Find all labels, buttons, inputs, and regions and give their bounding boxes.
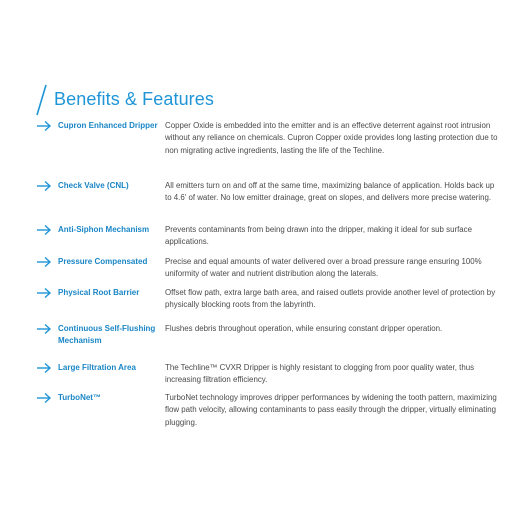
page-title: Benefits & Features — [54, 89, 214, 109]
feature-description: The Techline™ CVXR Dripper is highly resistant to clogging from poor quality water, thus increasing filtration efficiency. — [165, 363, 475, 385]
feature-description: Copper Oxide is embedded into the emitter and is an effective deterrent against root intrusion without any reliance on chemicals. Cupron Copper oxide provides long lasting protection due to non migrating active ingredients, lasting the life of the Techline. — [165, 121, 498, 155]
feature-name: Large Filtration Area — [58, 363, 136, 372]
feature-name: Cupron Enhanced Dripper — [58, 121, 158, 130]
feature-description: Offset flow path, extra large bath area, and raised outlets provide another level of protection by physically blocking roots from the labyrinth. — [165, 288, 496, 310]
arrow-right-icon — [36, 180, 52, 192]
arrow-right-icon — [36, 362, 52, 374]
feature-name: Pressure Compensated — [58, 257, 148, 266]
arrow-right-icon — [36, 392, 52, 404]
slash-accent-icon — [34, 84, 54, 116]
feature-name: Anti-Siphon Mechanism — [58, 225, 150, 234]
feature-description: All emitters turn on and off at the same time, maximizing balance of application. Holds back up to 4.6' of water. No low emitter drainage, great on slopes, and delivers more precise watering. — [165, 181, 495, 203]
arrow-right-icon — [36, 224, 52, 236]
feature-description: Precise and equal amounts of water delivered over a broad pressure range ensuring 100% uniformity of water and nutrient distribution along the laterals. — [165, 257, 482, 279]
feature-name: Check Valve (CNL) — [58, 181, 129, 190]
feature-description: TurboNet technology improves dripper performances by widening the tooth pattern, maximizing flow path velocity, allowing contaminants to pass easily through the dripper, virtually eliminating plugging. — [165, 393, 497, 427]
arrow-right-icon — [36, 287, 52, 299]
arrow-right-icon — [36, 120, 52, 132]
arrow-right-icon — [36, 256, 52, 268]
feature-name: Physical Root Barrier — [58, 288, 140, 297]
feature-description: Prevents contaminants from being drawn into the dripper, making it ideal for sub surface applications. — [165, 225, 473, 247]
arrow-right-icon — [36, 323, 52, 335]
feature-description: Flushes debris throughout operation, while ensuring constant dripper operation. — [165, 324, 443, 333]
feature-name: TurboNet™ — [58, 393, 101, 402]
feature-name: Continuous Self-Flushing Mechanism — [58, 324, 156, 345]
